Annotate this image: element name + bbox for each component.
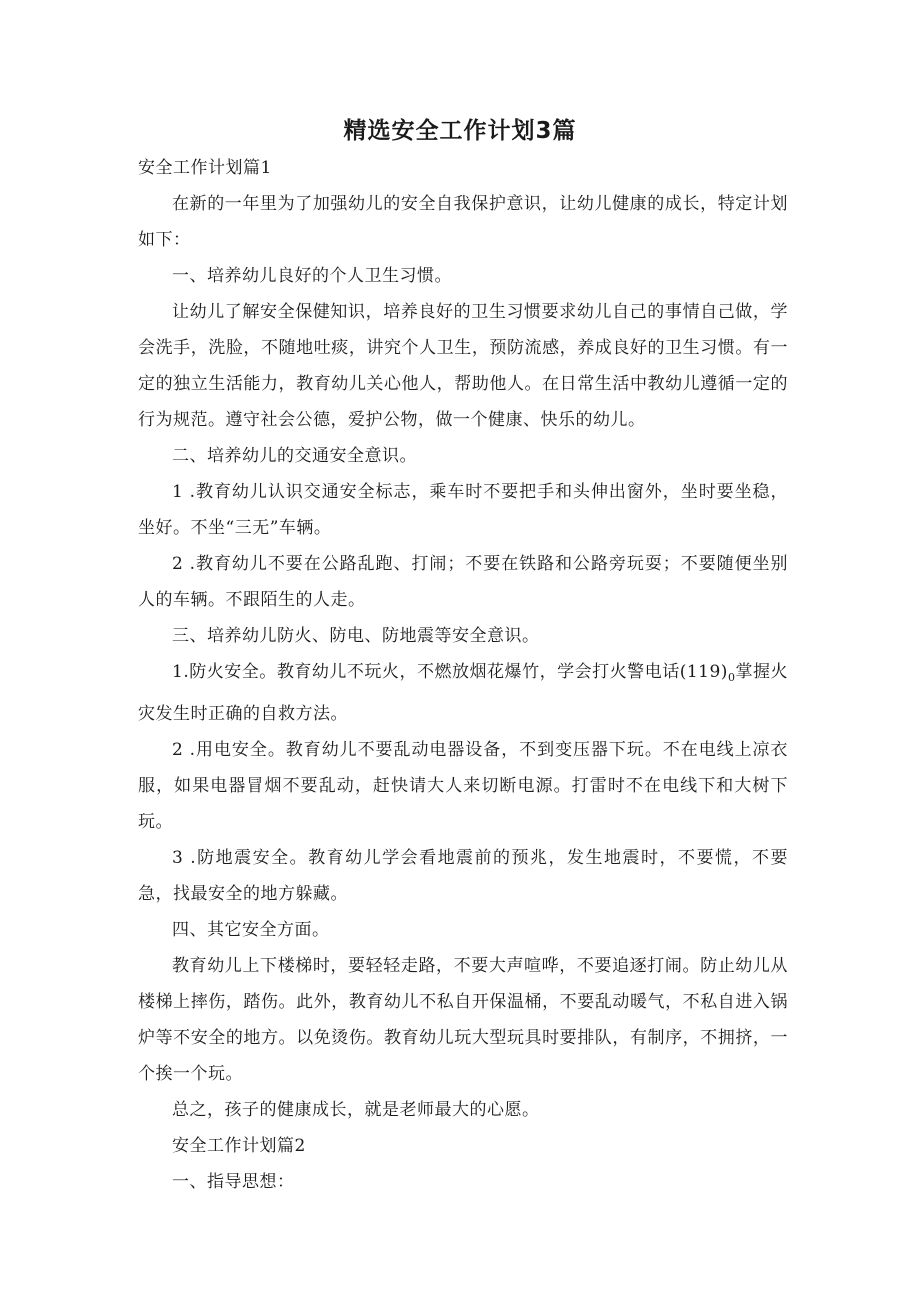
guiding-thought-heading: 一、指导思想： [172, 1172, 295, 1192]
intro-paragraph: 在新的一年里为了加强幼儿的安全自我保护意识，让幼儿健康的成长，特定计划如下： [138, 194, 788, 250]
document-body [138, 150, 788, 1200]
heading-hygiene: 一、培养幼儿良好的个人卫生习惯。 [172, 266, 452, 286]
electric-safety-item: 2 .用电安全。教育幼儿不要乱动电器设备，不到变压器下玩。不在电线上凉衣服，如果电器冒烟不要乱动，赶快请大人来切断电源。打雷时不在电线下和大树下玩。 [138, 740, 788, 832]
fire-subscript: 0 [727, 671, 736, 684]
fire-text-b: 掌握火灾发生时正确的自救方法。 [138, 662, 789, 724]
heading-other-safety: 四、其它安全方面。 [172, 920, 330, 940]
heading-fire-electric-quake: 三、培养幼儿防火、防电、防地震等安全意识。 [172, 626, 540, 646]
heading-traffic: 二、培养幼儿的交通安全意识。 [172, 446, 417, 466]
section-heading-1: 安全工作计划篇1 [138, 158, 272, 178]
fire-safety-item [138, 654, 788, 732]
earthquake-safety-item: 3 .防地震安全。教育幼儿学会看地震前的预兆，发生地震时，不要慌，不要急，找最安全的地方躲藏。 [138, 848, 788, 904]
section-heading-2: 安全工作计划篇2 [172, 1136, 306, 1156]
traffic-item-2: 2 .教育幼儿不要在公路乱跑、打闹；不要在铁路和公路旁玩耍；不要随便坐别人的车辆。不跟陌生的人走。 [138, 554, 788, 610]
traffic-item-1: 1 .教育幼儿认识交通安全标志，乘车时不要把手和头伸出窗外，坐时要坐稳，坐好。不坐“三无”车辆。 [138, 482, 788, 538]
summary-paragraph: 总之，孩子的健康成长，就是老师最大的心愿。 [172, 1100, 540, 1120]
other-safety-paragraph: 教育幼儿上下楼梯时，要轻轻走路，不要大声喧哗，不要追逐打闹。防止幼儿从楼梯上摔伤，踏伤。此外，教育幼儿不私自开保温桶，不要乱动暖气，不私自进入锅炉等不安全的地方。以免烫伤。教育幼儿玩大型玩具时要排队，有制序，不拥挤，一个挨一个玩。 [138, 956, 788, 1084]
hygiene-paragraph: 让幼儿了解安全保健知识，培养良好的卫生习惯要求幼儿自己的事情自己做，学会洗手，洗脸，不随地吐痰，讲究个人卫生，预防流感，养成良好的卫生习惯。有一定的独立生活能力，教育幼儿关心他人，帮助他人。在日常生活中教幼儿遵循一定的行为规范。遵守社会公德，爱护公物，做一个健康、快乐的幼儿。 [138, 302, 788, 430]
fire-text-a: 1.防火安全。教育幼儿不玩火，不燃放烟花爆竹，学会打火警电话(119) [172, 662, 728, 682]
document-title: 精选安全工作计划3篇 [343, 118, 577, 144]
